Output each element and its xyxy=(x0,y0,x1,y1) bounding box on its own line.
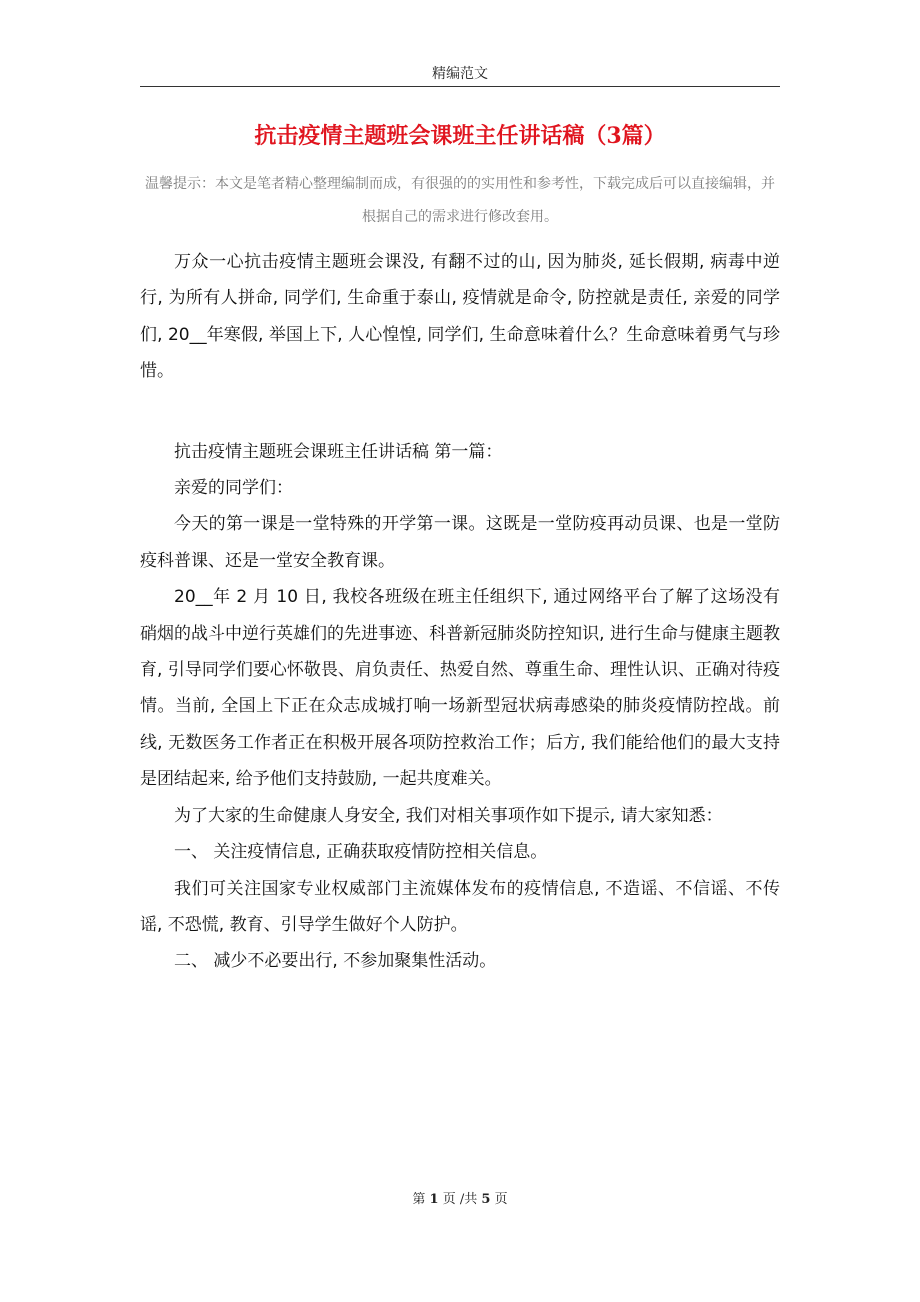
body-paragraph: 今天的第一课是一堂特殊的开学第一课。这既是一堂防疫再动员课、也是一堂防疫科普课、还是一堂安全教育课。 xyxy=(140,514,780,571)
list-item-heading: 二、 减少不必要出行, 不参加聚集性活动。 xyxy=(174,951,497,972)
body-paragraph: 我们可关注国家专业权威部门主流媒体发布的疫情信息, 不造谣、不信谣、不传谣, 不恐慌, 教育、引导学生做好个人防护。 xyxy=(140,878,780,935)
list-item-heading: 一、 关注疫情信息, 正确获取疫情防控相关信息。 xyxy=(174,842,548,863)
document-body xyxy=(140,244,780,980)
tip-text: 温馨提示：本文是笔者精心整理编制而成，有很强的的实用性和参考性，下载完成后可以直接编辑，并根据自己的需求进行修改套用。 xyxy=(145,176,775,225)
footer-suffix: 页 xyxy=(494,1192,508,1207)
paragraph-gap xyxy=(140,390,780,434)
header-divider xyxy=(140,86,780,87)
footer-prefix: 第 xyxy=(412,1192,426,1207)
page-footer xyxy=(140,1188,780,1207)
salutation: 亲爱的同学们： xyxy=(174,478,293,499)
document-title: 抗击疫情主题班会课班主任讲话稿（3篇） xyxy=(254,123,666,149)
intro-paragraph: 万众一心抗击疫情主题班会课没, 有翻不过的山, 因为肺炎, 延长假期, 病毒中逆行, 为所有人拼命, 同学们, 生命重于泰山, 疫情就是命令, 防控就是责任, 亲爱的同学们, 20__年寒假, 举国上下, 人心惶惶, 同学们, 生命意味着什么？生命意味着勇气与珍惜。 xyxy=(140,252,780,382)
body-paragraph: 为了大家的生命健康人身安全, 我们对相关事项作如下提示, 请大家知悉： xyxy=(174,805,723,826)
body-paragraph: 20__年 2 月 10 日, 我校各班级在班主任组织下, 通过网络平台了解了这场没有硝烟的战斗中逆行英雄们的先进事迹、科普新冠肺炎防控知识, 进行生命与健康主题教育, 引导同学们要心怀敬畏、肩负责任、热爱自然、尊重生命、理性认识、正确对待疫情。当前, 全国上下正在众志成城打响一场新型冠状病毒感染的肺炎疫情防控战。前线, 无数医务工作者正在积极开展各项防控救治工作；后方, 我们能给他们的最大支持是团结起来, 给予他们支持鼓励, 一起共度难关。 xyxy=(140,587,780,790)
total-pages: 5 xyxy=(481,1192,491,1207)
page-header: 精编范文 xyxy=(432,66,488,82)
page-number: 1 xyxy=(429,1192,439,1207)
footer-middle: 页 /共 xyxy=(442,1192,478,1207)
section-heading: 抗击疫情主题班会课班主任讲话稿 第一篇： xyxy=(174,441,503,462)
